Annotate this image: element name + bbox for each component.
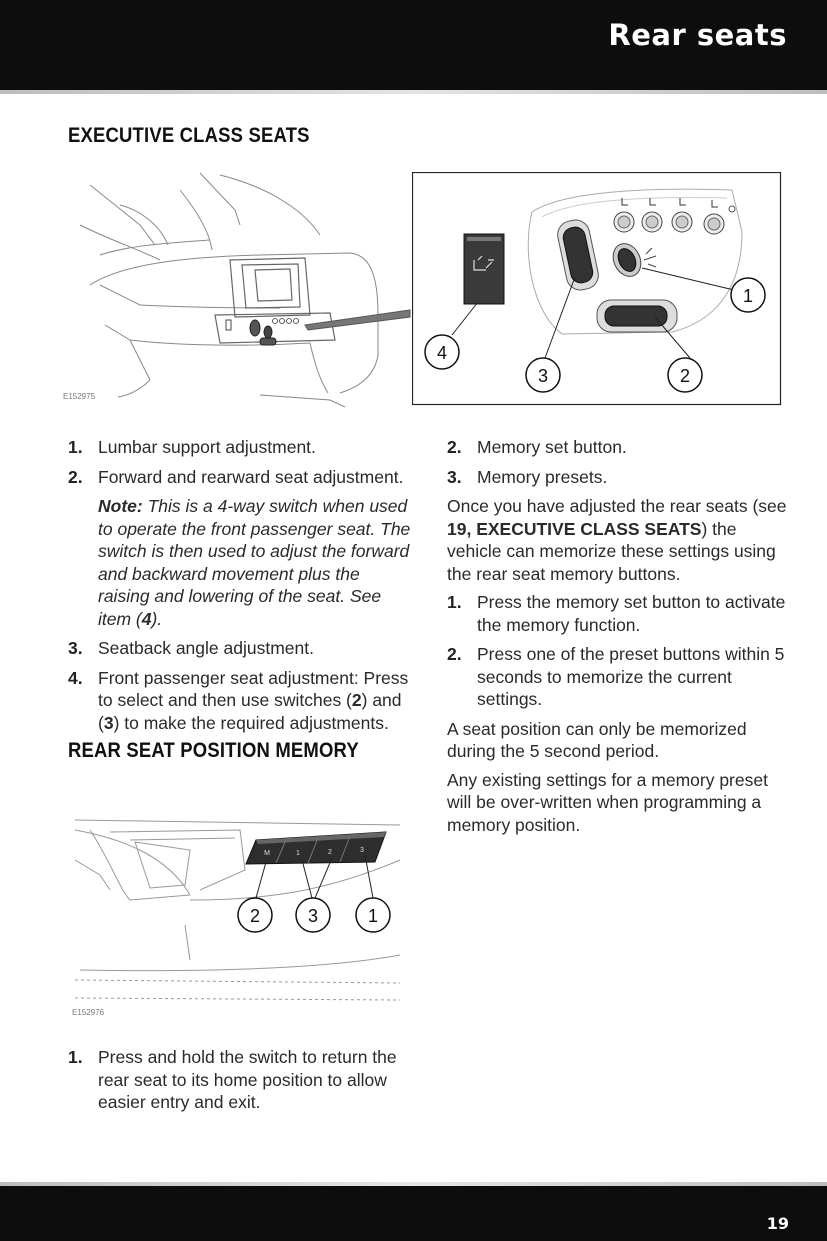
list-item: 3. Seatback angle adjustment.: [68, 638, 314, 658]
list-item: 2. Memory set button.: [447, 437, 627, 457]
paragraph: Any existing settings for a memory preset will be over-written when programming a memory position.: [447, 769, 768, 835]
memory-button-2: 2: [328, 849, 332, 856]
memory-button-3: 3: [360, 847, 364, 854]
paragraph: Once you have adjusted the rear seats (see 19, EXECUTIVE CLASS SEATS) the vehicle can memorize these settings using the rear seat memory buttons.: [447, 496, 787, 584]
figure-code-1: E152975: [63, 392, 96, 401]
memory-callout-2: 2: [249, 906, 261, 926]
executive-heading: EXECUTIVE CLASS SEATS: [68, 124, 310, 147]
note: Note: This is a 4-way switch when used to operate the front passenger seat. The switch is then used to adjust the forward and backward movement plus the raising and lowering of the seat. See item (4).: [98, 496, 411, 629]
cross-reference: 19, EXECUTIVE CLASS SEATS: [447, 518, 702, 539]
list-item: 1. Lumbar support adjustment.: [68, 437, 316, 457]
memory-button-m: M: [264, 850, 270, 857]
paragraph: A seat position can only be memorized during the 5 second period.: [447, 718, 747, 761]
console-illustration: [60, 165, 420, 410]
memory-button-1: 1: [296, 850, 300, 857]
list-item: 4. Front passenger seat adjustment: Press to select and then use switches (2) and (3) to make the required adjustments.: [68, 667, 409, 733]
list-item: 1. Press and hold the switch to return the rear seat to its home position to allow easier entry and exit.: [68, 1047, 397, 1112]
list-item: 2. Forward and rearward seat adjustment.: [68, 466, 404, 487]
memory-heading: REAR SEAT POSITION MEMORY: [68, 739, 359, 762]
callout-3: 3: [537, 366, 549, 386]
list-item: 2. Press one of the preset buttons within 5 seconds to memorize the current settings.: [447, 644, 785, 709]
list-item: 1. Press the memory set button to activate the memory function.: [447, 592, 786, 635]
memory-list: [68, 1046, 414, 1121]
door-memory-illustration: [70, 800, 415, 1010]
switch-panel-inset: [412, 172, 782, 406]
memory-callout-1: 1: [367, 906, 379, 926]
figure-code-2: E152976: [72, 1008, 105, 1017]
executive-list: [68, 436, 414, 741]
memory-callout-3: 3: [307, 906, 319, 926]
page-number: 19: [766, 1214, 789, 1233]
callout-2: 2: [679, 366, 691, 386]
callout-1: 1: [742, 286, 754, 306]
callout-4: 4: [436, 343, 448, 363]
list-item: 3. Memory presets.: [447, 466, 608, 487]
section-title: Rear seats: [608, 18, 787, 52]
footer-bar: [0, 1186, 827, 1241]
header-rule: [0, 90, 827, 94]
right-column: [447, 436, 792, 842]
